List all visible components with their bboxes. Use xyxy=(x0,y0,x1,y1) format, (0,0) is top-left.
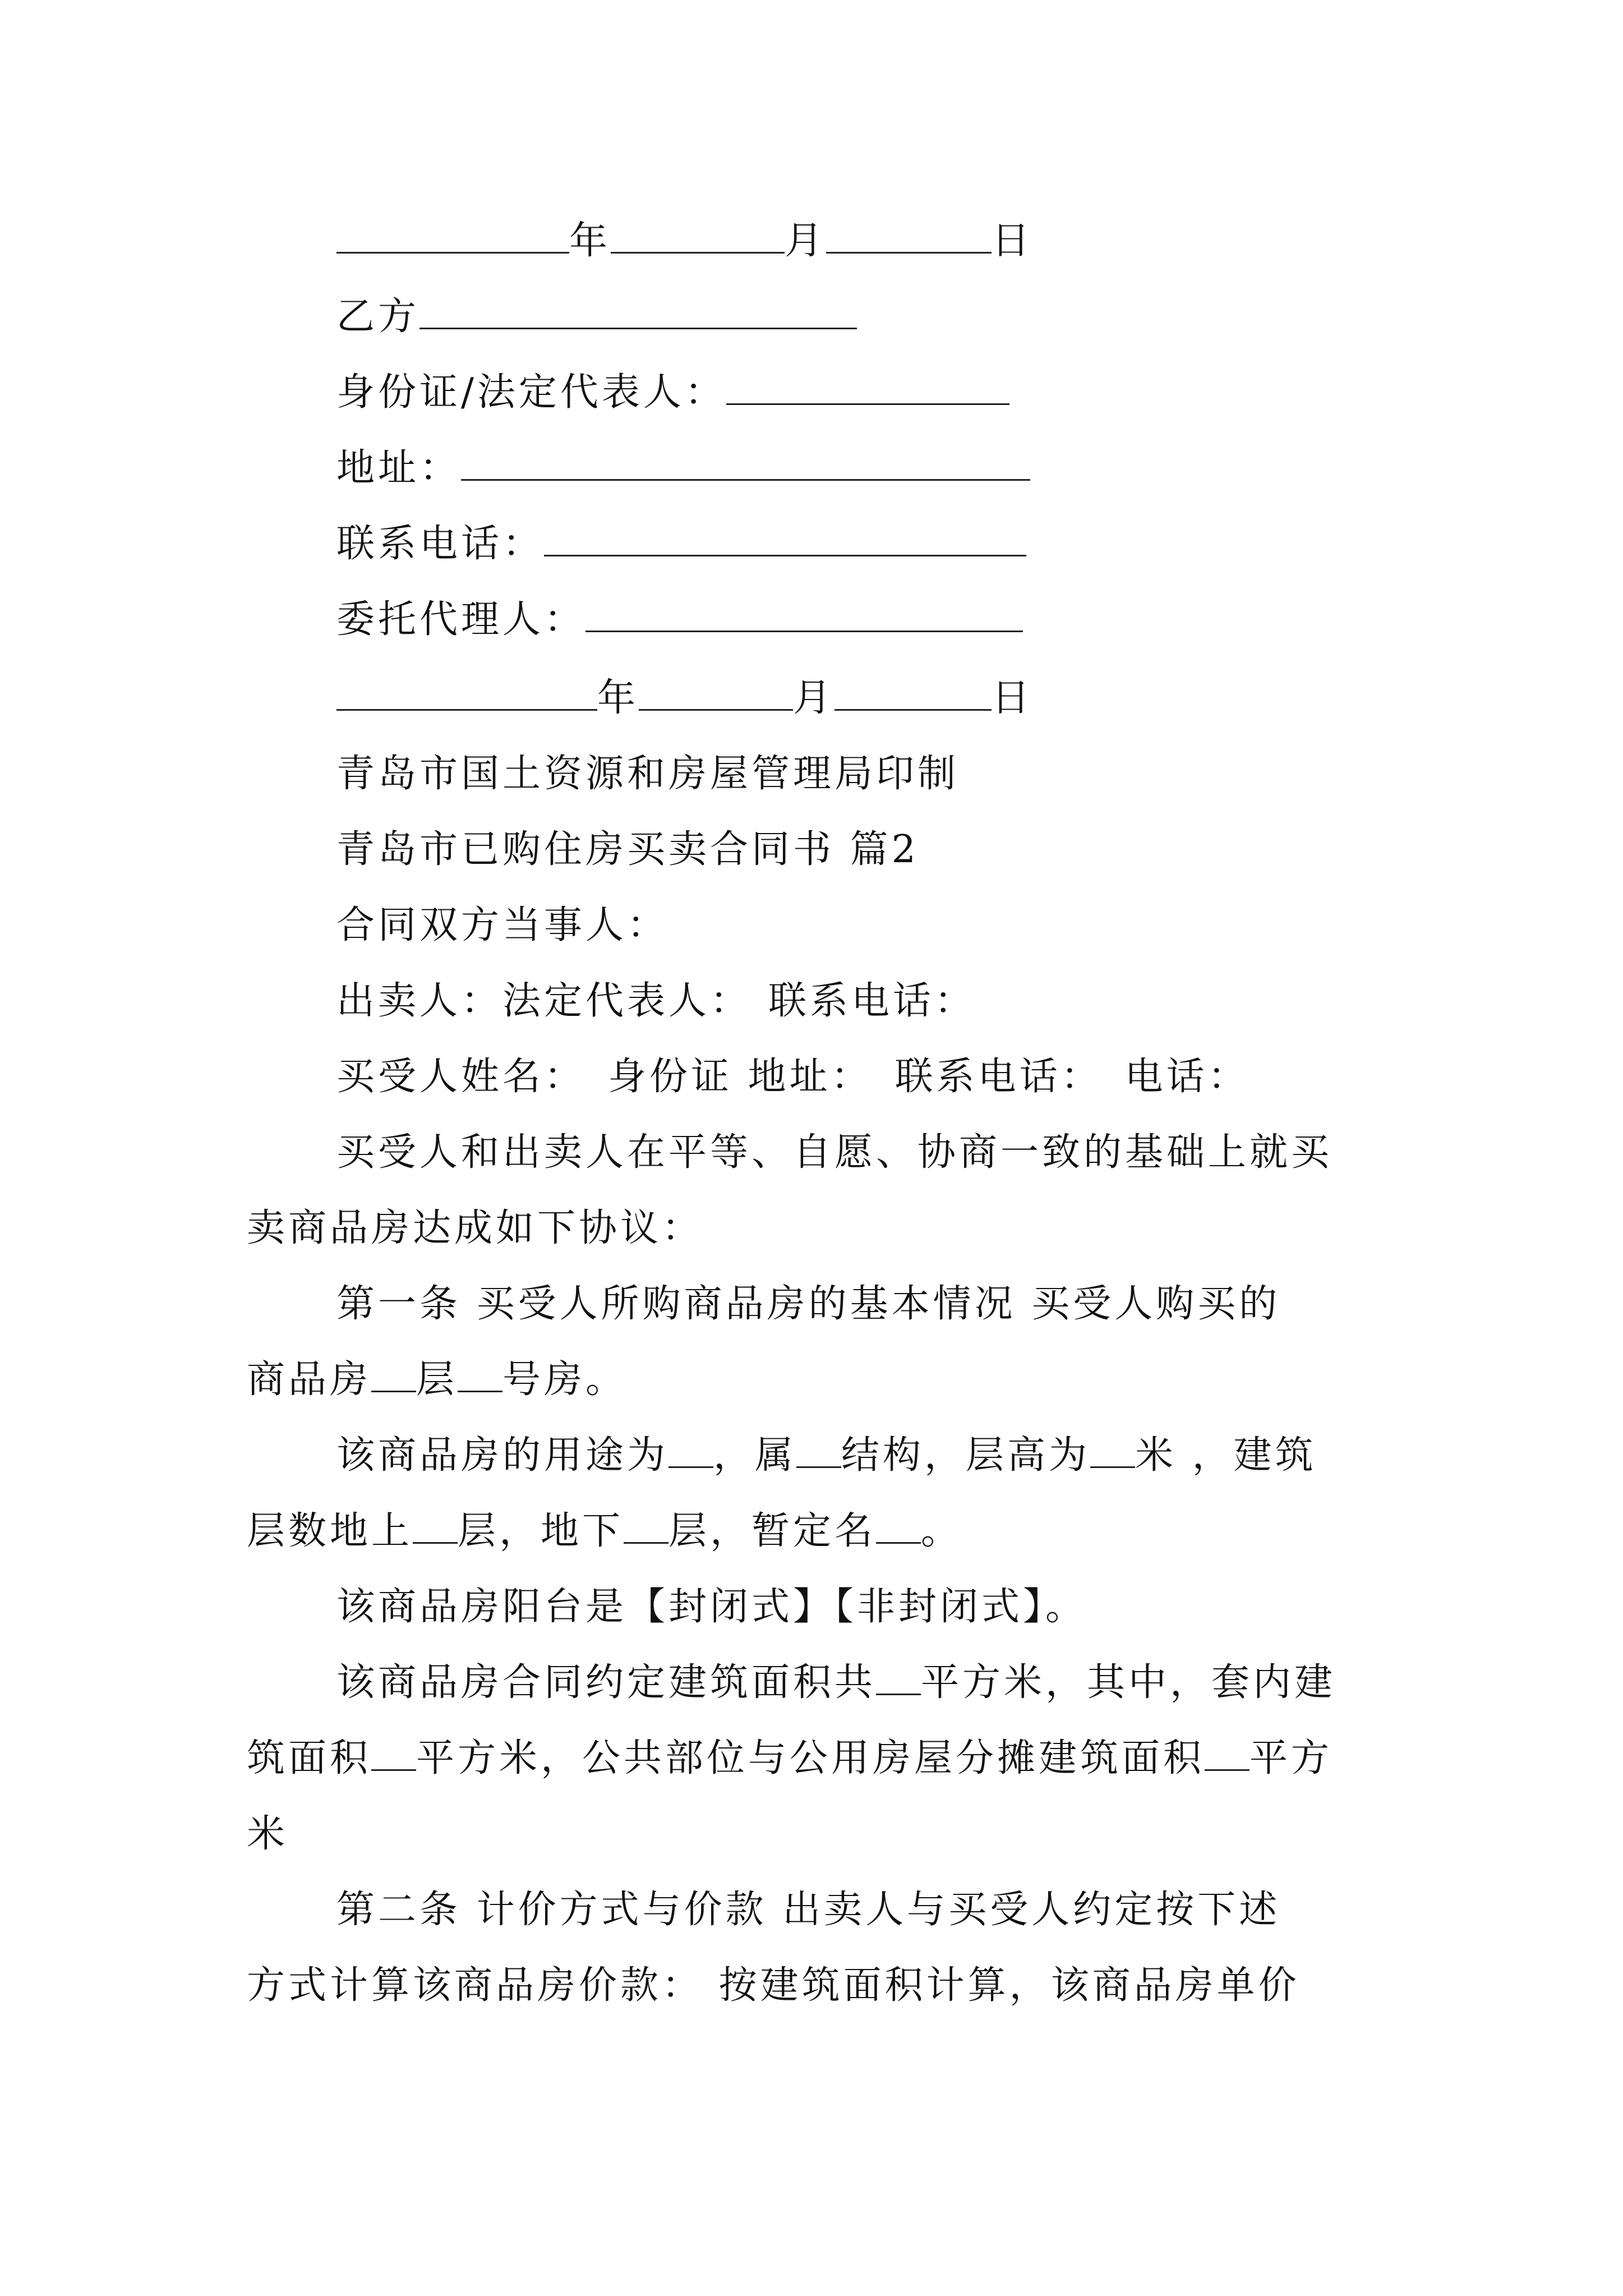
area-shared-blank xyxy=(1205,1737,1249,1771)
agent-blank xyxy=(585,598,1023,632)
usage-text-b: ，属 xyxy=(713,1433,797,1478)
phone-blank xyxy=(544,522,1026,556)
usage-blank xyxy=(668,1434,713,1468)
address-label: 地址： xyxy=(336,446,462,490)
area-text-d: 平方米，公共部位与公用房屋分摊建筑面积 xyxy=(416,1736,1205,1780)
above-ground-blank xyxy=(413,1510,458,1544)
buyer-name: 买受人姓名： xyxy=(336,1055,586,1099)
year-label-2: 年 xyxy=(597,676,639,720)
usage-text-a: 该商品房的用途为 xyxy=(336,1433,669,1478)
buyer-line xyxy=(336,1055,1249,1099)
agent-line xyxy=(336,597,1023,642)
usage-line-1 xyxy=(336,1433,1317,1478)
article1-text-c: 号房。 xyxy=(502,1358,628,1402)
article1-text-b: 层 xyxy=(416,1358,458,1402)
usage-line-2 xyxy=(247,1509,962,1554)
blank-year xyxy=(336,219,569,254)
usage-text-h: 。 xyxy=(921,1509,963,1553)
day-label-2: 日 xyxy=(992,676,1034,720)
usage-text-c: 结构，层高为 xyxy=(841,1433,1091,1478)
area-line-2 xyxy=(247,1736,1332,1781)
buyer-id-address: 身份证 地址： xyxy=(608,1055,873,1099)
id-rep-label: 身份证/法定代表人： xyxy=(336,370,726,415)
party-b-label: 乙方 xyxy=(336,295,420,339)
address-blank xyxy=(461,447,1030,481)
balcony-line: 该商品房阳台是【封闭式】【非封闭式】。 xyxy=(336,1585,1087,1629)
area-inner-blank xyxy=(371,1737,416,1771)
intro-para-line-2: 卖商品房达成如下协议： xyxy=(247,1206,704,1250)
month-label: 月 xyxy=(785,219,827,263)
area-text-a: 该商品房合同约定建筑面积共 xyxy=(336,1660,877,1705)
article2-line-2: 方式计算该商品房价款： 按建筑面积计算，该商品房单价 xyxy=(247,1963,1300,2008)
agent-label: 委托代理人： xyxy=(336,597,586,642)
id-rep-line xyxy=(336,370,1009,415)
area-text-c: 筑面积 xyxy=(247,1736,372,1780)
article2-line-1: 第二条 计价方式与价款 出卖人与买受人约定按下述 xyxy=(336,1888,1281,1932)
section-heading: 青岛市已购住房买卖合同书 篇2 xyxy=(336,827,919,872)
article1-line-1: 第一条 买受人所购商品房的基本情况 买受人购买的 xyxy=(336,1282,1281,1326)
area-line-1 xyxy=(336,1660,1336,1705)
usage-text-f: 层，地下 xyxy=(458,1509,624,1553)
article1-line-2 xyxy=(247,1358,627,1402)
date-line-1 xyxy=(336,219,1033,264)
name-blank xyxy=(876,1510,921,1544)
party-b-line xyxy=(336,295,857,339)
phone-label: 联系电话： xyxy=(336,522,545,566)
blank-day xyxy=(826,219,992,254)
day-label: 日 xyxy=(992,219,1034,263)
below-ground-blank xyxy=(624,1510,668,1544)
printer-line: 青岛市国土资源和房屋管理局印制 xyxy=(336,752,960,796)
address-line xyxy=(336,446,1030,491)
date-line-2 xyxy=(336,676,1033,721)
area-text-b: 平方米，其中，套内建 xyxy=(921,1660,1336,1705)
month-label-2: 月 xyxy=(793,676,835,720)
phone-line xyxy=(336,522,1026,567)
area-text-e: 平方 xyxy=(1249,1736,1333,1780)
party-b-blank xyxy=(419,295,857,329)
usage-text-d: 米 ，建筑 xyxy=(1135,1433,1317,1478)
seller-phone: 联系电话： xyxy=(768,979,976,1023)
buyer-contact: 联系电话： xyxy=(895,1055,1103,1099)
blank-month-2 xyxy=(639,677,793,711)
usage-text-e: 层数地上 xyxy=(247,1509,413,1553)
room-blank xyxy=(458,1358,502,1392)
buyer-phone: 电话： xyxy=(1124,1055,1249,1099)
floor-blank xyxy=(371,1358,416,1392)
parties-intro: 合同双方当事人： xyxy=(336,903,669,947)
blank-month xyxy=(611,219,785,254)
usage-text-g: 层，暂定名 xyxy=(668,1509,877,1553)
intro-para-line-1: 买受人和出卖人在平等、自愿、协商一致的基础上就买 xyxy=(336,1130,1333,1175)
area-line-3: 米 xyxy=(247,1812,289,1856)
blank-year-2 xyxy=(336,677,597,711)
seller-rep: 出卖人：法定代表人： xyxy=(336,979,752,1023)
article1-text-a: 商品房 xyxy=(247,1358,372,1402)
blank-day-2 xyxy=(834,677,992,711)
id-rep-blank xyxy=(726,371,1009,405)
height-blank xyxy=(1090,1434,1135,1468)
year-label: 年 xyxy=(569,219,611,263)
structure-blank xyxy=(796,1434,841,1468)
seller-line xyxy=(336,979,976,1024)
area-total-blank xyxy=(876,1661,921,1695)
